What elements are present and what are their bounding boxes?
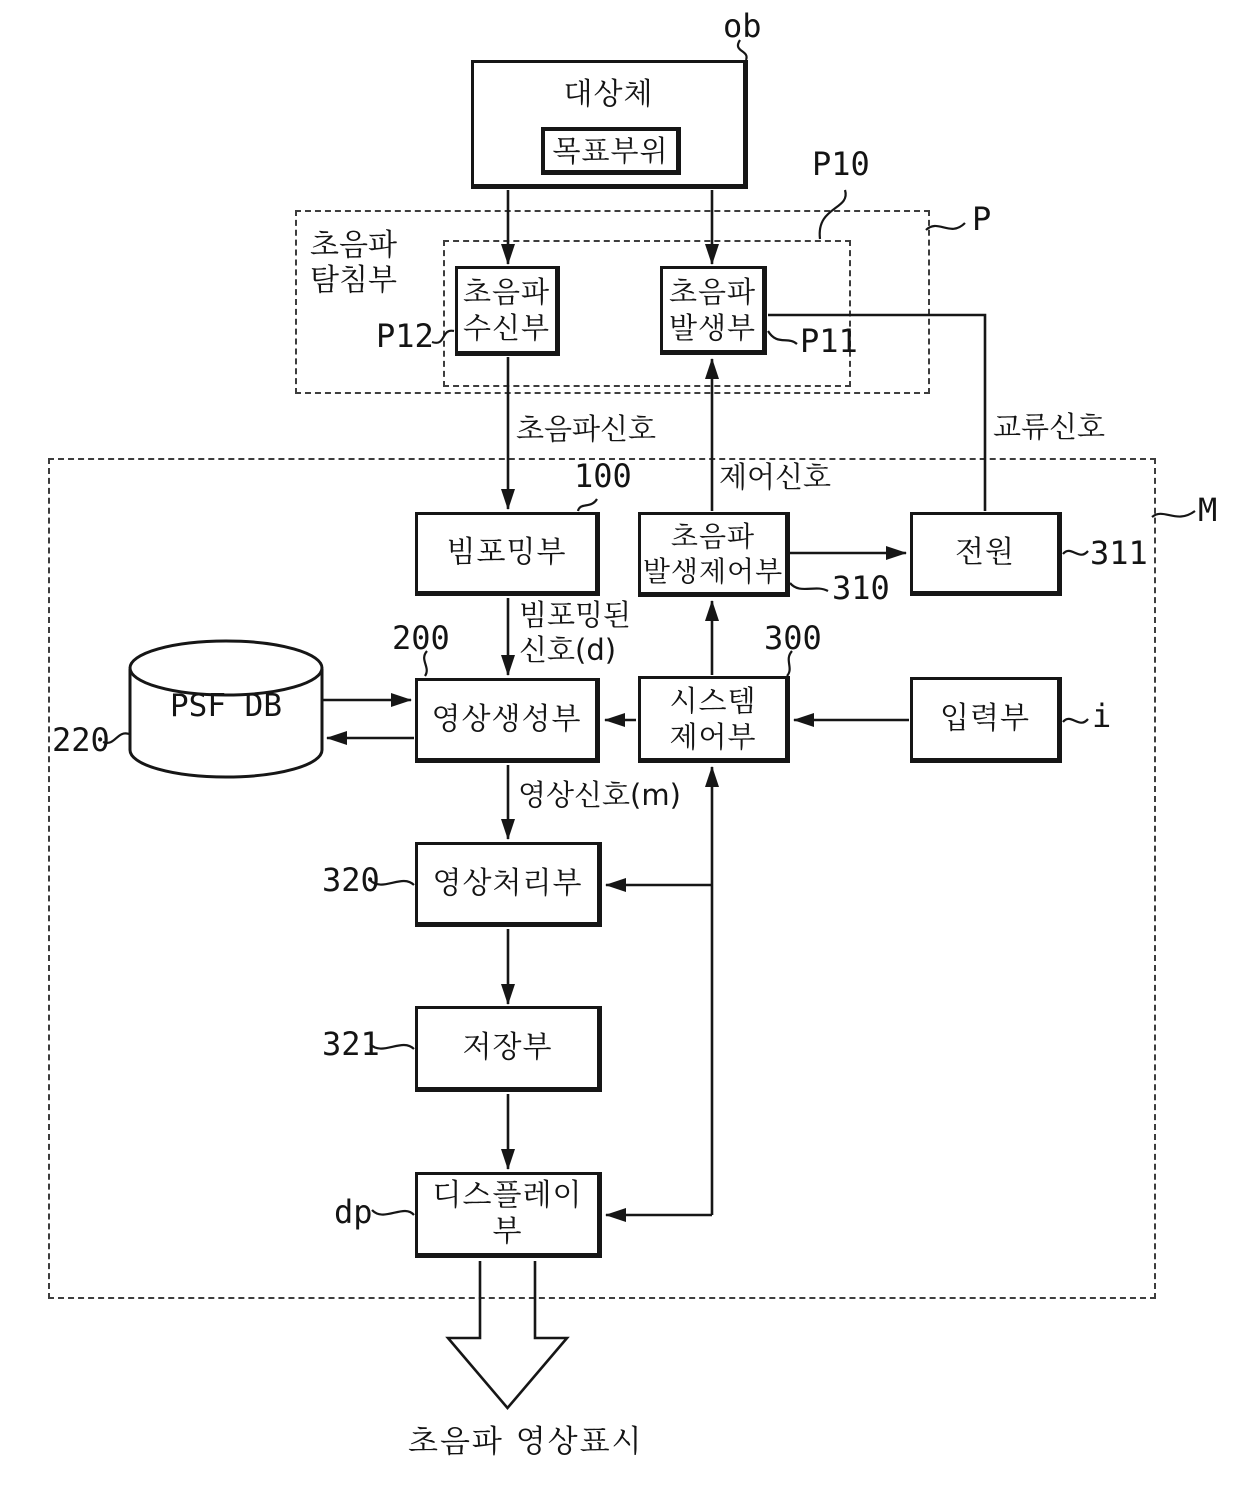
system-control-box [638, 676, 790, 763]
ref-system-control: 300 [764, 619, 822, 657]
ref-image-processing: 320 [322, 861, 380, 899]
object-label: 대상체 [563, 77, 654, 112]
ref-receiver: P12 [376, 317, 434, 355]
ref-psf-db: 220 [52, 721, 110, 759]
ref-display: dp [334, 1193, 373, 1231]
ref-input: i [1092, 697, 1112, 735]
image-generation-label: 영상생성부 [431, 701, 582, 737]
beamforming-label: 빔포밍부 [446, 535, 567, 570]
image-processing-box [415, 842, 602, 927]
ultrasound-generator-box [660, 266, 767, 355]
target-region-box [541, 127, 681, 175]
ref-image-generation: 200 [392, 619, 450, 657]
power-label: 전원 [955, 535, 1015, 570]
target-region-label: 목표부위 [552, 133, 669, 168]
reference-squiggles [103, 40, 1195, 1215]
system-control-label: 시스템 제어부 [669, 683, 757, 754]
ultrasound-generator-label: 초음파 발생부 [668, 274, 757, 345]
ultrasound-receiver-box [455, 266, 560, 356]
image-generation-box [415, 678, 600, 763]
ref-probe-inner: P10 [812, 145, 870, 183]
storage-box [415, 1006, 602, 1092]
ref-main-system: M [1198, 491, 1218, 529]
signal-image: 영상신호(m) [518, 778, 681, 812]
display-label: 디스플레이부 [432, 1178, 583, 1249]
image-processing-label: 영상처리부 [432, 865, 583, 901]
power-box [910, 512, 1062, 596]
input-box [910, 677, 1062, 763]
psf-db-label: PSF DB [170, 688, 282, 724]
ultrasound-receiver-label: 초음파 수신부 [462, 275, 551, 345]
signal-ac: 교류신호 [993, 410, 1106, 444]
generation-control-box [638, 512, 790, 597]
ref-storage: 321 [322, 1025, 380, 1063]
signal-ultrasound: 초음파신호 [516, 412, 657, 446]
input-label: 입력부 [940, 701, 1030, 736]
output-label: 초음파 영상표시 [408, 1424, 644, 1460]
storage-label: 저장부 [462, 1030, 553, 1065]
beamforming-box [415, 512, 600, 596]
probe-group-label: 초음파 탐침부 [310, 228, 397, 298]
display-box [415, 1172, 602, 1258]
ref-probe: P [972, 200, 992, 238]
ref-generator: P11 [800, 322, 858, 360]
ref-generation-control: 310 [832, 569, 890, 607]
ref-object: ob [723, 7, 762, 45]
ref-beamforming: 100 [574, 457, 632, 495]
signal-beamformed: 빔포밍된 신호(d) [519, 598, 632, 667]
generation-control-label: 초음파 발생제어부 [642, 519, 784, 588]
signal-control: 제어신호 [719, 460, 832, 494]
ref-power: 311 [1090, 534, 1148, 572]
